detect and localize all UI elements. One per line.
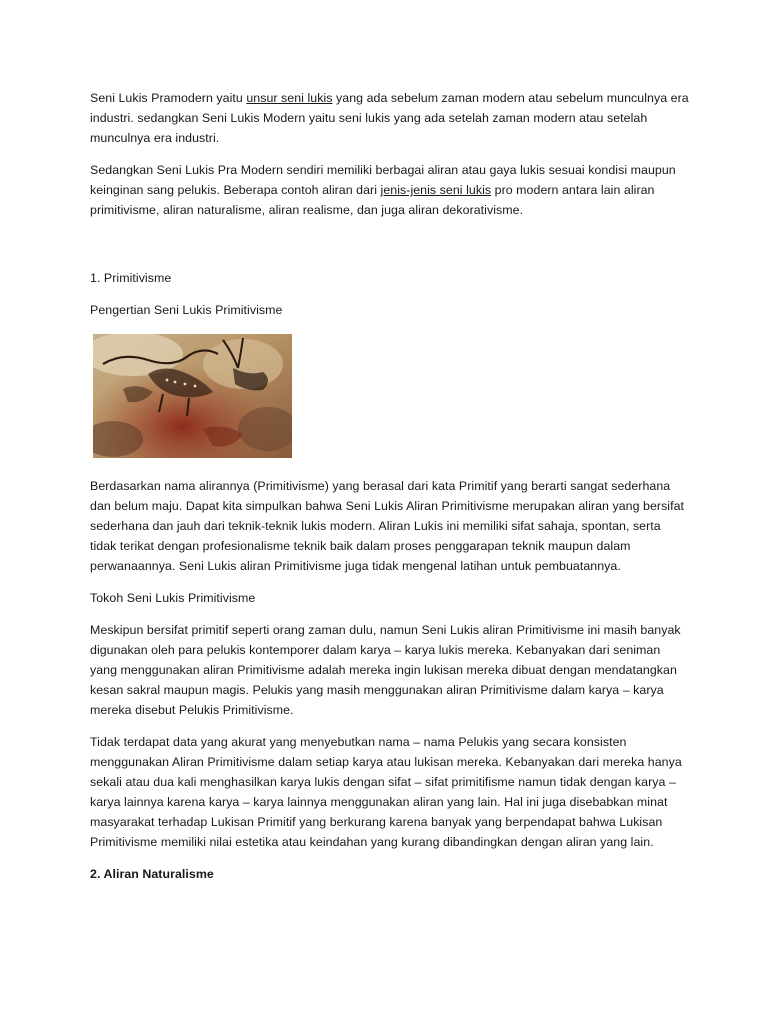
- cave-painting-image: [93, 334, 292, 458]
- intro-p2-text-a: Sedangkan Seni Lukis Pra Modern sendiri memiliki berbagai aliran atau gaya lukis sesuai kondisi maupun keinginan sang pelukis. Beberapa contoh aliran dari: [90, 163, 676, 197]
- intro-paragraph-2: [90, 160, 690, 220]
- section-1-heading: 1. Primitivisme: [90, 271, 172, 285]
- section-1-paragraph: Berdasarkan nama alirannya (Primitivisme) yang berasal dari kata Primitif yang berarti sangat sederhana dan belum maju. Dapat kita simpulkan bahwa Seni Lukis Aliran Primitivisme merupakan aliran yang bersifat sederhana dan jauh dari teknik-teknik lukis modern. Aliran Lukis ini memiliki sifat sahaja, spontan, serta tidak terikat dengan profesionalisme teknik baik dalam proses penggarapan teknik maupun dalam perwanaannya. Seni Lukis aliran Primitivisme juga tidak mengenal latihan untuk pembuatannya.: [90, 479, 685, 573]
- link-unsur-seni-lukis[interactable]: unsur seni lukis: [246, 91, 333, 105]
- document-page: [90, 88, 690, 884]
- intro-paragraph-1: [90, 88, 690, 148]
- section-2-heading: 2. Aliran Naturalisme: [90, 867, 214, 881]
- intro-p2-text-b: pro modern antara lain aliran primitivisme, aliran naturalisme, aliran realisme, dan juga aliran dekorativisme.: [90, 183, 655, 217]
- tokoh-paragraph-1: Meskipun bersifat primitif seperti orang zaman dulu, namun Seni Lukis aliran Primitivisme ini masih banyak digunakan oleh para pelukis kontemporer dalam karya – karya lukis mereka. Kebanyakan dari seniman yang menggunakan aliran Primitivisme adalah mereka ingin lukisan mereka dibuat dengan mendatangkan kesan sakral maupun magis. Pelukis yang masih menggunakan aliran Primitivisme dalam karya – karya mereka disebut Pelukis Primitivisme.: [90, 623, 681, 717]
- intro-p1-text-a: Seni Lukis Pramodern yaitu: [90, 91, 247, 105]
- link-jenis-jenis-seni-lukis[interactable]: jenis-jenis seni lukis: [380, 183, 492, 197]
- tokoh-paragraph-2: Tidak terdapat data yang akurat yang menyebutkan nama – nama Pelukis yang secara konsisten menggunakan Aliran Primitivisme dalam setiap karya atau lukisan mereka. Kebanyakan dari mereka hanya sekali atau dua kali menghasilkan karya lukis dengan sifat – sifat primitifisme namun tidak dengan karya – karya lainnya karena karya – karya lainnya menggunakan aliran yang lain. Hal ini juga disebabkan minat masyarakat terhadap Lukisan Primitif yang berkurang karena banyak yang berpendapat bahwa Lukisan Primitivisme memiliki nilai estetika atau keindahan yang kurang dibandingkan dengan aliran yang lain.: [90, 735, 682, 849]
- section-1-subheading: Pengertian Seni Lukis Primitivisme: [90, 303, 283, 317]
- tokoh-heading: Tokoh Seni Lukis Primitivisme: [90, 591, 256, 605]
- spacer: [90, 232, 690, 268]
- intro-p1-text-b: yang ada sebelum zaman modern atau sebelum munculnya era industri. sedangkan Seni Lukis Modern yaitu seni lukis yang ada setelah zaman modern atau setelah munculnya era industri.: [90, 91, 689, 145]
